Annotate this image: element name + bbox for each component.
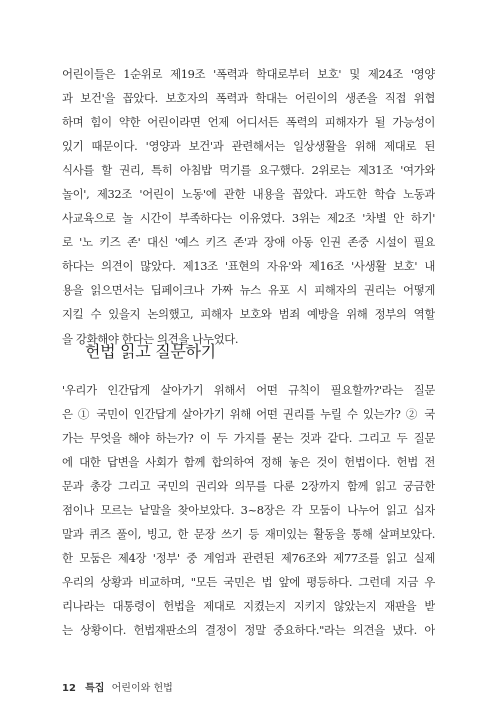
text-line: 우리의 상황과 비교하며, "모든 국민은 법 앞에 평등하다. 그런데 지금 우 <box>62 575 435 590</box>
text-line: 을 강화해야 한다는 의견을 나누었다. <box>62 331 239 346</box>
text-line: 놀이', 제32조 '어린이 노동'에 관한 내용을 꼽았다. 과도한 학습 노동과 <box>62 187 435 202</box>
section-heading: 헌법 읽고 질문하기 <box>85 342 216 361</box>
text-line: 에 대한 답변을 사회가 함께 합의하여 정해 놓은 것이 헌법이다. 헌법 전 <box>62 455 435 470</box>
text-line: 어린이들은 1순위로 제19조 '폭력과 학대로부터 보호' 및 제24조 '영양 <box>62 67 435 81</box>
text-line: 과 보건'을 꼽았다. 보호자의 폭력과 학대는 어린이의 생존을 직접 위협 <box>62 91 435 106</box>
text-line: 용을 읽으면서는 딥페이크나 가짜 뉴스 유포 시 피해자의 권리는 어떻게 <box>62 283 435 298</box>
text-line: 가는 무엇을 해야 하는가? 이 두 가지를 묻는 것과 같다. 그리고 두 질문 <box>62 431 435 446</box>
text-line: 있기 때문이다. '영양과 보건'과 관련해서는 일상생활을 위해 제대로 된 <box>62 139 435 154</box>
text-line: '우리가 인간답게 살아가기 위해서 어떤 규칙이 필요할까?'라는 질문 <box>62 383 435 397</box>
text-line: 지킬 수 있을지 논의했고, 피해자 보호와 범죄 예방을 위해 정부의 역할 <box>62 307 435 322</box>
text-line: 은 ① 국민이 인간답게 살아가기 위해 어떤 권리를 누릴 수 있는가? ② 국 <box>62 407 435 422</box>
text-line: 는 상황이다. 헌법재판소의 결정이 정말 중요하다."라는 의견을 냈다. 아 <box>62 623 435 638</box>
text-line: 사교육으로 놀 시간이 부족하다는 이유였다. 3위는 제2조 '차별 안 하기' <box>62 211 435 226</box>
page-number: 12 <box>62 683 76 694</box>
text-line: 식사를 할 권리, 특히 아침밥 먹기를 요구했다. 2위로는 제31조 '여가와 <box>62 163 435 178</box>
text-line: 문과 총강 그리고 국민의 권리와 의무를 다룬 2장까지 함께 읽고 궁금한 <box>62 479 435 494</box>
section-label: 특집 <box>85 683 105 694</box>
text-line: 하다는 의견이 많았다. 제13조 '표현의 자유'와 제16조 '사생활 보호' 내 <box>62 259 435 274</box>
text-line: 점이나 모르는 낱말을 찾아보았다. 3~8장은 각 모둠이 나누어 읽고 십자 <box>62 503 435 518</box>
text-line: 말과 퀴즈 풀이, 빙고, 한 문장 쓰기 등 재미있는 활동을 통해 살펴보았다. <box>62 527 435 542</box>
running-title: 어린이와 헌법 <box>111 683 173 694</box>
paragraph-rights-priorities <box>62 62 435 351</box>
text-line: 리나라는 대통령이 헌법을 제대로 지켰는지 지키지 않았는지 재판을 받 <box>62 599 435 614</box>
text-line: 한 모둠은 제4장 '정부' 중 계엄과 관련된 제76조와 제77조를 읽고 실제 <box>62 551 435 566</box>
text-line: 하며 힘이 약한 어린이라면 언제 어디서든 폭력의 피해자가 될 가능성이 <box>62 115 435 130</box>
page-footer <box>62 679 173 694</box>
text-line: 로 '노 키즈 존' 대신 '예스 키즈 존'과 장애 아동 인권 존중 시설이 필요 <box>62 235 435 250</box>
paragraph-constitution-reading <box>62 378 435 643</box>
